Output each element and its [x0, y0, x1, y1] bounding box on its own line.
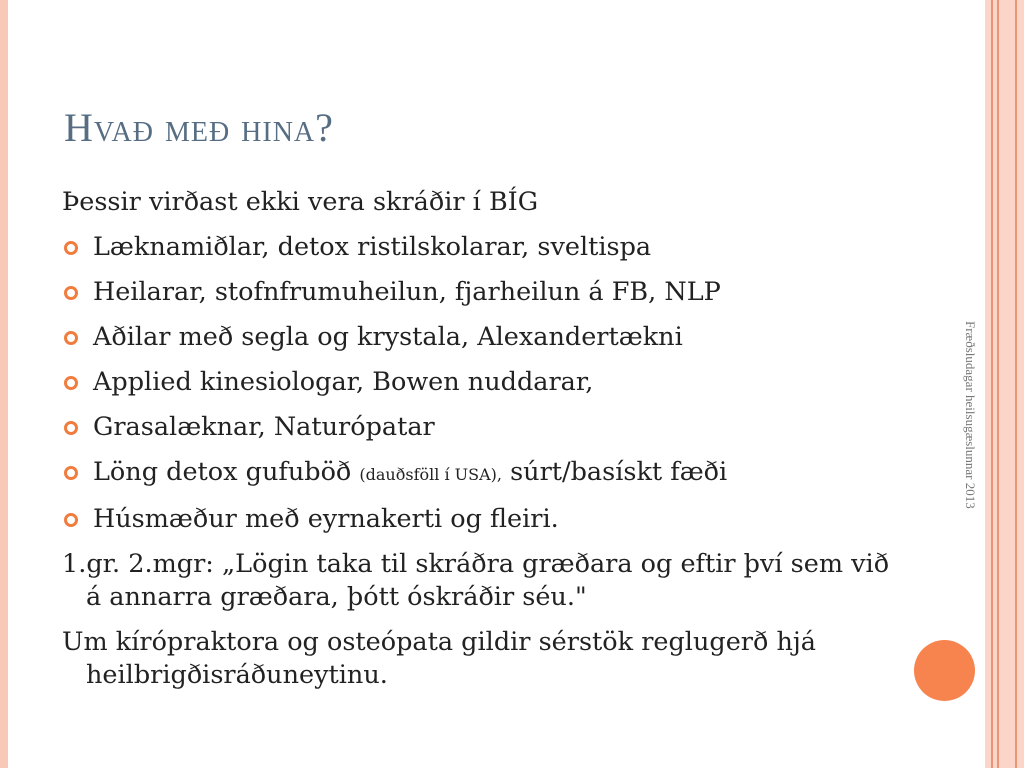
- bullet-text: Heilarar, stofnfrumuheilun, fjarheilun á FB, NLP: [93, 277, 721, 307]
- bullet-item: [62, 503, 892, 536]
- accent-circle: [914, 640, 975, 701]
- frame-stripe: [1015, 0, 1017, 768]
- bullet-circle-icon: [64, 513, 78, 527]
- bullet-text: Aðilar með segla og krystala, Alexandertækni: [93, 322, 683, 352]
- bullet-text: Læknamiðlar, detox ristilskolarar, sveltispa: [93, 232, 652, 262]
- bullet-item: [62, 321, 892, 354]
- left-frame-border: [0, 0, 8, 768]
- bullet-circle-icon: [64, 466, 78, 480]
- slide-title: Hvað með hina?: [64, 105, 334, 150]
- bullet-item: [62, 231, 892, 264]
- frame-stripe: [991, 0, 993, 768]
- bullet-text: Löng detox gufuböð: [93, 457, 360, 487]
- bullet-text: Húsmæður með eyrnakerti og fleiri.: [93, 504, 559, 534]
- side-caption-text: Fræðsludagar heilsugæslunnar 2013: [963, 321, 978, 509]
- intro-text: Þessir virðast ekki vera skráðir í BÍG: [62, 187, 539, 217]
- bullet-item: [62, 456, 892, 491]
- bullet-item: [62, 276, 892, 309]
- bullet-circle-icon: [64, 331, 78, 345]
- bullet-text: Grasalæknar, Naturópatar: [93, 412, 435, 442]
- frame-stripe: [997, 0, 999, 768]
- law-quote: 1.gr. 2.mgr: „Lögin taka til skráðra græðara og eftir því sem við á annarra græðara, þótt óskráðir séu.": [62, 549, 890, 612]
- bullet-small-note: (dauðsföll í USA),: [359, 465, 502, 484]
- bullet-circle-icon: [64, 286, 78, 300]
- side-caption: [962, 270, 978, 560]
- bullet-text: súrt/basískt fæði: [501, 457, 728, 487]
- bullet-text: Applied kinesiologar, Bowen nuddarar,: [93, 367, 594, 397]
- bullet-item: [62, 411, 892, 444]
- bullet-circle-icon: [64, 376, 78, 390]
- bullet-circle-icon: [64, 421, 78, 435]
- closing-text: Um kírópraktora og osteópata gildir sérstök reglugerð hjá heilbrigðisráðuneytinu.: [62, 627, 816, 690]
- bullet-item: [62, 366, 892, 399]
- bullet-circle-icon: [64, 241, 78, 255]
- slide-body: [62, 186, 892, 704]
- right-frame-border: [985, 0, 1024, 768]
